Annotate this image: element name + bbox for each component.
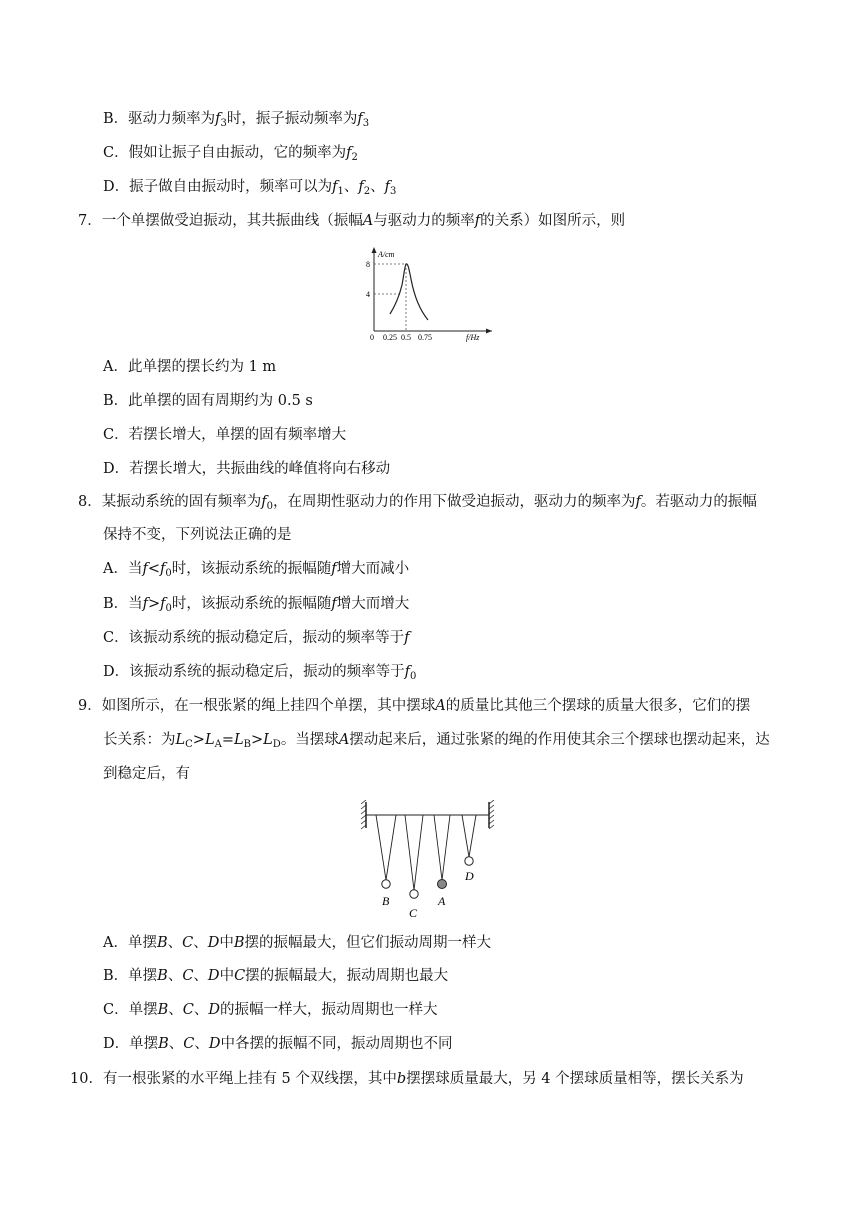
label-c: C [409, 906, 418, 920]
q9-option-b: B．单摆B、C、D中C摆的振幅最大，振动周期也最大 [103, 968, 449, 984]
q8-stem-line1: 8．某振动系统的固有频率为$f_0$，在周期性驱动力的作用下做受迫振动，驱动力的频率为f。若驱动力的振幅 [78, 494, 757, 512]
label-a: A [438, 894, 446, 908]
pendulum-ball-a [438, 880, 447, 889]
resonance-curve [390, 264, 428, 320]
q8-option-a: A．当$f<f_0$时，该振动系统的振幅随f增大而减小 [103, 561, 410, 579]
label-b: B [382, 894, 390, 908]
q6-option-d: D．振子做自由振动时，频率可以为$f_1$、$f_2$、$f_3$ [103, 179, 397, 197]
resonance-curve-figure [362, 243, 497, 343]
pendulum-figure [358, 800, 500, 922]
q7-option-a: A．此单摆的摆长约为 1 m [103, 359, 277, 375]
label-d: D [465, 869, 474, 883]
x-tick-0-25: 0.25 [383, 333, 397, 342]
y-tick-4: 4 [366, 290, 370, 299]
pendulum-ball-c [410, 890, 418, 898]
q8-option-d: D．该振动系统的振动稳定后，振动的频率等于$f_0$ [103, 664, 417, 682]
q7-stem: 7．一个单摆做受迫振动，其共振曲线（振幅A与驱动力的频率f的关系）如图所示，则 [78, 213, 626, 229]
q9-option-d: D．单摆B、C、D中各摆的振幅不同，振动周期也不同 [103, 1036, 453, 1052]
q7-option-b: B．此单摆的固有周期约为 0.5 s [103, 393, 313, 409]
y-axis-arrow [372, 247, 377, 253]
pendulum-ball-b [382, 880, 390, 888]
origin-label: 0 [370, 333, 374, 342]
q9-option-a: A．单摆B、C、D中B摆的振幅最大，但它们振动周期一样大 [103, 935, 492, 951]
q9-option-c: C．单摆B、C、D的振幅一样大，振动周期也一样大 [103, 1002, 438, 1018]
y-tick-8: 8 [366, 260, 370, 269]
y-axis-label: A/cm [378, 250, 395, 259]
q9-stem-line1: 9．如图所示，在一根张紧的绳上挂四个单摆，其中摆球A的质量比其他三个摆球的质量大很多，它们的摆 [78, 698, 751, 714]
x-tick-0-75: 0.75 [418, 333, 432, 342]
q8-stem-line2: 保持不变，下列说法正确的是 [103, 527, 292, 543]
x-axis-label: f/Hz [466, 333, 480, 342]
q9-stem-line3: 到稳定后，有 [103, 766, 190, 782]
q7-option-d: D．若摆长增大，共振曲线的峰值将向右移动 [103, 461, 391, 477]
x-tick-0-5: 0.5 [401, 333, 411, 342]
q6-option-c: C．假如让振子自由振动，它的频率为$f_2$ [103, 145, 358, 163]
pendulum-ball-d [465, 857, 473, 865]
q7-option-c: C．若摆长增大，单摆的固有频率增大 [103, 427, 347, 443]
q6-option-b: B．驱动力频率为$f_3$时，振子振动频率为$f_3$ [103, 111, 370, 129]
q10-stem-line1: 10．有一根张紧的水平绳上挂有 5 个双线摆，其中b摆摆球质量最大，另 4 个摆球质量相等，摆长关系为 [70, 1071, 744, 1087]
q8-option-c: C．该振动系统的振动稳定后，振动的频率等于f [103, 630, 410, 646]
x-axis-arrow [486, 329, 492, 334]
q8-option-b: B．当$f>f_0$时，该振动系统的振幅随f增大而增大 [103, 596, 410, 614]
q9-stem-line2: 长关系：为$L_C>L_A=L_B>L_D$。当摆球A摆动起来后，通过张紧的绳的作用使其余三个摆球也摆动起来，达 [103, 732, 770, 750]
